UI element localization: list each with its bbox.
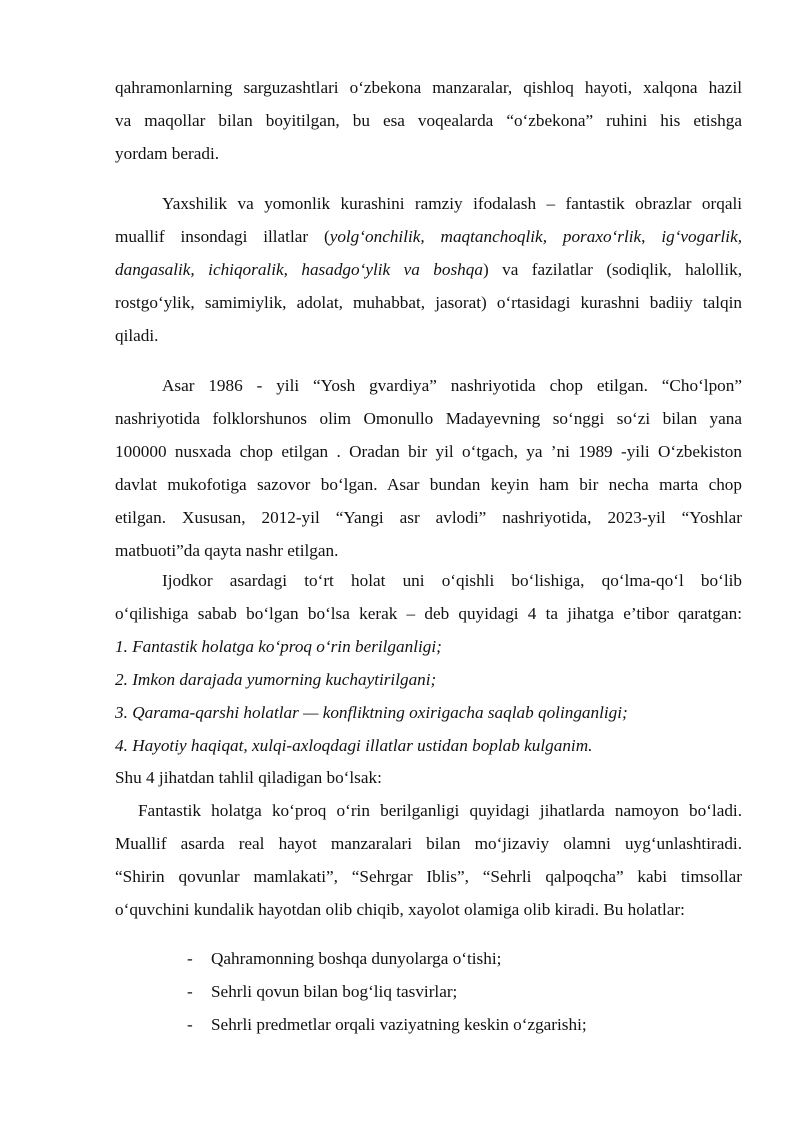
paragraph-line: Ijodkor asardagi to‘rt holat uni o‘qishli bo‘lishiga, qo‘lma-qo‘l bo‘lib [162,571,742,590]
italic-text: dangasalik, ichiqoralik, hasadgo‘ylik va boshqa [115,260,483,279]
dash-list-item [187,976,457,1009]
paragraph-line [115,221,742,254]
dash-bullet: - [187,1015,193,1034]
paragraph-line: yordam beradi. [115,144,220,163]
paragraph-line: Fantastik holatga ko‘proq o‘rin berilganligi quyidagi jihatlarda namoyon bo‘ladi. [138,801,742,820]
dash-item-text: Qahramonning boshqa dunyolarga o‘tishi; [211,949,502,968]
paragraph-line [115,254,742,287]
paragraph-line: nashriyotida folklorshunos olim Omonullo Madayevning so‘nggi so‘zi bilan yana [115,409,742,428]
paragraph-line: Asar 1986 - yili “Yosh gvardiya” nashriyotida chop etilgan. “Cho‘lpon” [162,376,742,395]
italic-text: ig‘vogarlik, [661,227,742,246]
dash-list-item [187,943,501,976]
list-item: 2. Imkon darajada yumorning kuchaytirilgani; [115,670,437,689]
paragraph-line: qahramonlarning sarguzashtlari o‘zbekona manzaralar, qishloq hayoti, xalqona hazil [115,78,742,97]
dash-item-text: Sehrli qovun bilan bog‘liq tasvirlar; [211,982,458,1001]
paragraph-line: 100000 nusxada chop etilgan . Oradan bir yil o‘tgach, ya ’ni 1989 -yili O‘zbekiston [115,442,742,461]
text-run: muallif insondagi illatlar ( [115,227,330,246]
paragraph-line: o‘qilishiga sabab bo‘lgan bo‘lsa kerak – deb quyidagi 4 ta jihatga e’tibor qaratgan: [115,604,742,623]
paragraph-line: etilgan. Xususan, 2012-yil “Yangi asr avlodi” nashriyotida, 2023-yil “Yoshlar [115,508,742,527]
dash-list-item [187,1009,587,1042]
text-run: ) va fazilatlar (sodiqlik, halollik, [482,260,742,279]
paragraph-line: rostgo‘ylik, samimiylik, adolat, muhabbat, jasorat) o‘rtasidagi kurashni badiiy talqin [115,293,742,312]
dash-bullet: - [187,949,193,968]
paragraph-line: va maqollar bilan boyitilgan, bu esa voqealarda “o‘zbekona” ruhini his etishga [115,111,742,130]
italic-text: yolg‘onchilik, maqtanchoqlik, poraxo‘rlik [329,227,642,246]
paragraph-line: matbuoti”da qayta nashr etilgan. [115,541,339,560]
dash-bullet: - [187,982,193,1001]
summary-line: Shu 4 jihatdan tahlil qiladigan bo‘lsak: [115,768,382,787]
paragraph-line: Muallif asarda real hayot manzaralari bilan mo‘jizaviy olamni uyg‘unlashtiradi. [115,834,742,853]
text-run: , [641,227,662,246]
list-item: 3. Qarama-qarshi holatlar — konfliktning oxirigacha saqlab qolinganligi; [115,703,628,722]
paragraph-line: qiladi. [115,326,159,345]
paragraph-line: Yaxshilik va yomonlik kurashini ramziy ifodalash – fantastik obrazlar orqali [162,194,742,213]
paragraph-line: o‘quvchini kundalik hayotdan olib chiqib, xayolot olamiga olib kiradi. Bu holatlar: [115,900,685,919]
paragraph-line: davlat mukofotiga sazovor bo‘lgan. Asar bundan keyin ham bir necha marta chop [115,475,742,494]
list-item: 4. Hayotiy haqiqat, xulqi-axloqdagi illatlar ustidan boplab kulganim. [115,736,593,755]
paragraph-line: “Shirin qovunlar mamlakati”, “Sehrgar Iblis”, “Sehrli qalpoqcha” kabi timsollar [115,867,742,886]
dash-item-text: Sehrli predmetlar orqali vaziyatning keskin o‘zgarishi; [211,1015,587,1034]
list-item: 1. Fantastik holatga ko‘proq o‘rin berilganligi; [115,637,442,656]
